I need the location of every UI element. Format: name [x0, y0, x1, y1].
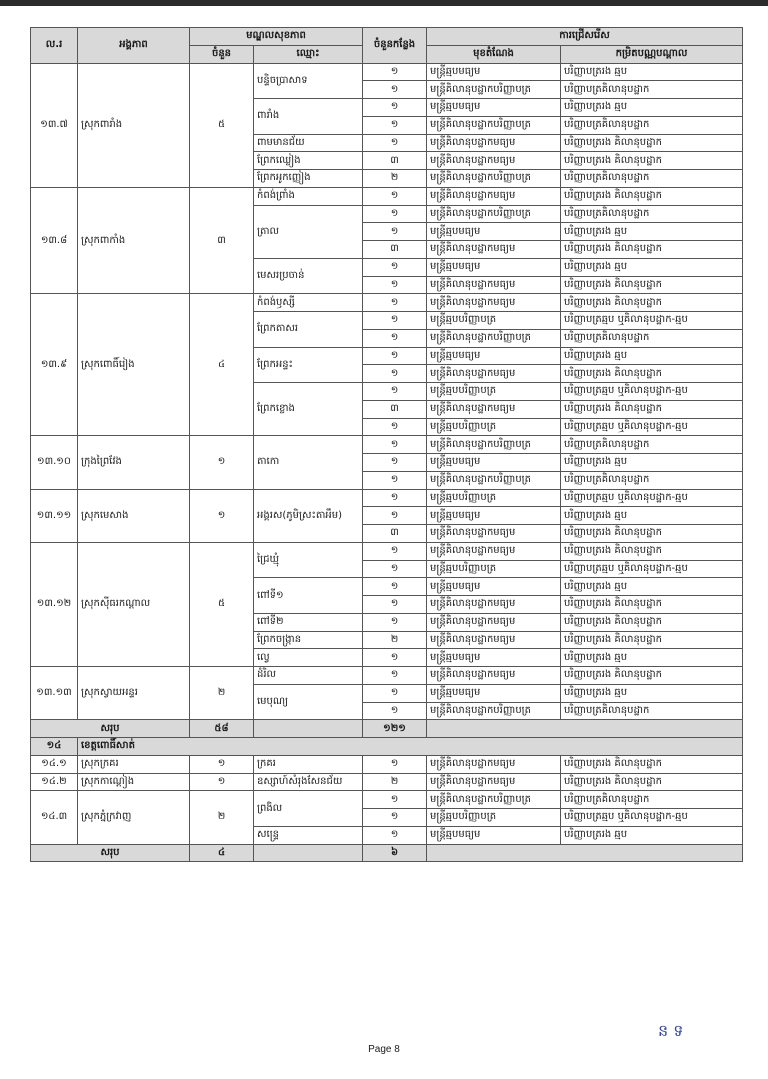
district-number: ១៣.៨: [31, 187, 78, 294]
job-title: មន្ត្រីគិលានុបដ្ឋាកមធ្យម: [427, 613, 561, 631]
health-center-name: ក្រគរ: [254, 755, 363, 773]
education-level: បរិញ្ញាបត្ររង គិលានុបដ្ឋាក: [561, 613, 743, 631]
job-title: មន្ត្រីគិលានុបដ្ឋាកមធ្យម: [427, 365, 561, 383]
health-center-name: តាកោ: [254, 436, 363, 489]
job-title: មន្ត្រីឆ្មបមធ្យម: [427, 507, 561, 525]
district-number: ១៤.៣: [31, 791, 78, 844]
education-level: បរិញ្ញាបត្ររង ឆ្មប: [561, 454, 743, 472]
education-level: បរិញ្ញាបត្ររង គិលានុបដ្ឋាក: [561, 134, 743, 152]
subtotal-label: សរុប: [31, 720, 190, 738]
position-count: ១: [363, 258, 427, 276]
education-level: បរិញ្ញាបត្រឆ្មប ឬគិលានុបដ្ឋាក-ឆ្មប: [561, 560, 743, 578]
education-level: បរិញ្ញាបត្ររង គិលានុបដ្ឋាក: [561, 525, 743, 543]
education-level: បរិញ្ញាបត្ររង ឆ្មប: [561, 223, 743, 241]
header-row-1: [31, 28, 743, 46]
district-number: ១៣.១១: [31, 489, 78, 542]
job-title: មន្ត្រីគិលានុបដ្ឋាកមធ្យម: [427, 542, 561, 560]
education-level: បរិញ្ញាបត្រគិលានុបដ្ឋាក: [561, 116, 743, 134]
position-count: ១: [363, 809, 427, 827]
job-title: មន្ត្រីគិលានុបដ្ឋាកបរិញ្ញាបត្រ: [427, 329, 561, 347]
health-center-name: មេសរប្រចាន់: [254, 258, 363, 294]
district-name: ស្រុកក្រគរ: [78, 755, 190, 773]
health-center-name: មេបុណ្យ: [254, 684, 363, 720]
education-level: បរិញ្ញាបត្ររង ឆ្មប: [561, 578, 743, 596]
job-title: មន្ត្រីឆ្មបមធ្យម: [427, 684, 561, 702]
position-count: ១: [363, 702, 427, 720]
position-count: ១: [363, 294, 427, 312]
subtotal-count: ៤: [190, 844, 254, 862]
district-number: ១៣.៩: [31, 294, 78, 436]
job-title: មន្ត្រីគិលានុបដ្ឋាកបរិញ្ញាបត្រ: [427, 170, 561, 188]
position-count: ១: [363, 649, 427, 667]
health-center-name: ល្វេ: [254, 649, 363, 667]
job-title: មន្ត្រីឆ្មបមធ្យម: [427, 258, 561, 276]
position-count: ១: [363, 383, 427, 401]
health-center-count: ១: [190, 755, 254, 773]
education-level: បរិញ្ញាបត្ររង គិលានុបដ្ឋាក: [561, 596, 743, 614]
education-level: បរិញ្ញាបត្រគិលានុបដ្ឋាក: [561, 791, 743, 809]
position-count: ១: [363, 542, 427, 560]
education-level: បរិញ្ញាបត្រឆ្មប ឬគិលានុបដ្ឋាក-ឆ្មប: [561, 489, 743, 507]
header-selection: ការជ្រើសរើស: [427, 28, 743, 46]
position-count: ៣: [363, 152, 427, 170]
education-level: បរិញ្ញាបត្ររង គិលានុបដ្ឋាក: [561, 542, 743, 560]
district-name: ស្រុកពារាំង: [78, 63, 190, 187]
position-count: ១: [363, 116, 427, 134]
education-level: បរិញ្ញាបត្រគិលានុបដ្ឋាក: [561, 205, 743, 223]
header-level: កម្រិតបណ្ណបណ្ដាល: [561, 45, 743, 63]
table-row: [31, 791, 743, 809]
position-count: ៣: [363, 525, 427, 543]
header-health-center: មណ្ឌលសុខភាព: [190, 28, 363, 46]
job-title: មន្ត្រីគិលានុបដ្ឋាកបរិញ្ញាបត្រ: [427, 205, 561, 223]
education-level: បរិញ្ញាបត្រគិលានុបដ្ឋាក: [561, 702, 743, 720]
education-level: បរិញ្ញាបត្រគិលានុបដ្ឋាក: [561, 329, 743, 347]
position-count: ១: [363, 418, 427, 436]
job-title: មន្ត្រីគិលានុបដ្ឋាកមធ្យម: [427, 294, 561, 312]
education-level: បរិញ្ញាបត្ររង គិលានុបដ្ឋាក: [561, 294, 743, 312]
health-center-name: បន្ទិចប្រាសាទ: [254, 63, 363, 99]
health-center-count: ៣: [190, 187, 254, 294]
health-center-count: ១: [190, 489, 254, 542]
job-title: មន្ត្រីគិលានុបដ្ឋាកមធ្យម: [427, 187, 561, 205]
page-number: Page 8: [368, 1044, 400, 1055]
position-count: ១: [363, 63, 427, 81]
job-title: មន្ត្រីឆ្មបបរិញ្ញាបត្រ: [427, 489, 561, 507]
subtotal-row: [31, 844, 743, 862]
education-level: បរិញ្ញាបត្ររង គិលានុបដ្ឋាក: [561, 631, 743, 649]
education-level: បរិញ្ញាបត្ររង ឆ្មប: [561, 684, 743, 702]
table-row: [31, 755, 743, 773]
header-positions: ចំនួនកន្លែង: [363, 28, 427, 64]
job-title: មន្ត្រីឆ្មបបរិញ្ញាបត្រ: [427, 312, 561, 330]
job-title: មន្ត្រីគិលានុបដ្ឋាកមធ្យម: [427, 400, 561, 418]
position-count: ១: [363, 613, 427, 631]
education-level: បរិញ្ញាបត្ររង គិលានុបដ្ឋាក: [561, 276, 743, 294]
job-title: មន្ត្រីឆ្មបមធ្យម: [427, 454, 561, 472]
job-title: មន្ត្រីគិលានុបដ្ឋាកមធ្យម: [427, 276, 561, 294]
job-title: មន្ត្រីឆ្មបមធ្យម: [427, 578, 561, 596]
health-center-name: ដំរិល: [254, 667, 363, 685]
education-level: បរិញ្ញាបត្ររង ឆ្មប: [561, 99, 743, 117]
district-number: ១៣.១០: [31, 436, 78, 489]
position-count: ១: [363, 596, 427, 614]
district-name: ស្រុកភ្នំក្រវាញ: [78, 791, 190, 844]
health-center-name: ព្រែកអន្ទះ: [254, 347, 363, 383]
job-title: មន្ត្រីឆ្មបបរិញ្ញាបត្រ: [427, 560, 561, 578]
health-center-name: ពារាំង: [254, 99, 363, 135]
job-title: មន្ត្រីឆ្មបបរិញ្ញាបត្រ: [427, 383, 561, 401]
district-number: ១៣.១៣: [31, 667, 78, 720]
table-row: [31, 542, 743, 560]
job-title: មន្ត្រីគិលានុបដ្ឋាកបរិញ្ញាបត្រ: [427, 702, 561, 720]
job-title: មន្ត្រីឆ្មបមធ្យម: [427, 649, 561, 667]
district-name: ស្រុកមេសាង: [78, 489, 190, 542]
subtotal-row: [31, 720, 743, 738]
education-level: បរិញ្ញាបត្ររង គិលានុបដ្ឋាក: [561, 152, 743, 170]
job-title: មន្ត្រីគិលានុបដ្ឋាកមធ្យម: [427, 525, 561, 543]
health-center-name: ត្រាល: [254, 205, 363, 258]
education-level: បរិញ្ញាបត្ររង ឆ្មប: [561, 347, 743, 365]
health-center-name: អង្គរស(ភូមិស្រះតាអឹម): [254, 489, 363, 542]
education-level: បរិញ្ញាបត្ររង គិលានុបដ្ឋាក: [561, 365, 743, 383]
table-row: [31, 436, 743, 454]
table-row: [31, 667, 743, 685]
table-row: [31, 489, 743, 507]
empty-cell: [427, 844, 743, 862]
education-level: បរិញ្ញាបត្រឆ្មប ឬគិលានុបដ្ឋាក-ឆ្មប: [561, 809, 743, 827]
job-title: មន្ត្រីគិលានុបដ្ឋាកមធ្យម: [427, 755, 561, 773]
position-count: ១: [363, 489, 427, 507]
health-center-name: ពាមមានជ័យ: [254, 134, 363, 152]
health-center-name: កំពង់ព្រាំង: [254, 187, 363, 205]
position-count: ១: [363, 684, 427, 702]
position-count: ១: [363, 471, 427, 489]
position-count: ២: [363, 170, 427, 188]
district-name: ស្រុកកាណ្ដៀង: [78, 773, 190, 791]
job-title: មន្ត្រីឆ្មបបរិញ្ញាបត្រ: [427, 809, 561, 827]
health-center-count: ២: [190, 791, 254, 844]
empty-cell: [427, 720, 743, 738]
position-count: ១: [363, 667, 427, 685]
position-count: ១: [363, 276, 427, 294]
header-no: ល.រ: [31, 28, 78, 64]
education-level: បរិញ្ញាបត្រគិលានុបដ្ឋាក: [561, 170, 743, 188]
job-title: មន្ត្រីគិលានុបដ្ឋាកមធ្យម: [427, 631, 561, 649]
position-count: ១: [363, 578, 427, 596]
position-count: ២: [363, 773, 427, 791]
position-count: ១: [363, 223, 427, 241]
header-unit: អង្គភាព: [78, 28, 190, 64]
empty-cell: [254, 844, 363, 862]
empty-cell: [254, 720, 363, 738]
health-center-name: ព្រែកចង្ក្រាន: [254, 631, 363, 649]
subtotal-positions: ៦: [363, 844, 427, 862]
education-level: បរិញ្ញាបត្រឆ្មប ឬគិលានុបដ្ឋាក-ឆ្មប: [561, 383, 743, 401]
position-count: ១: [363, 826, 427, 844]
health-center-name: ព្រែកឈ្លៀង: [254, 152, 363, 170]
education-level: បរិញ្ញាបត្ររង គិលានុបដ្ឋាក: [561, 241, 743, 259]
header-count: ចំនួន: [190, 45, 254, 63]
job-title: មន្ត្រីឆ្មបមធ្យម: [427, 223, 561, 241]
job-title: មន្ត្រីគិលានុបដ្ឋាកបរិញ្ញាបត្រ: [427, 81, 561, 99]
health-center-count: ៥: [190, 542, 254, 666]
position-count: ២: [363, 631, 427, 649]
position-count: ៣: [363, 400, 427, 418]
table-row: [31, 63, 743, 81]
job-title: មន្ត្រីឆ្មបមធ្យម: [427, 63, 561, 81]
education-level: បរិញ្ញាបត្ររង គិលានុបដ្ឋាក: [561, 667, 743, 685]
education-level: បរិញ្ញាបត្ររង គិលានុបដ្ឋាក: [561, 773, 743, 791]
job-title: មន្ត្រីគិលានុបដ្ឋាកបរិញ្ញាបត្រ: [427, 791, 561, 809]
job-title: មន្ត្រីគិលានុបដ្ឋាកមធ្យម: [427, 241, 561, 259]
province-row: [31, 738, 743, 756]
position-count: ៣: [363, 241, 427, 259]
position-count: ១: [363, 347, 427, 365]
job-title: មន្ត្រីគិលានុបដ្ឋាកមធ្យម: [427, 773, 561, 791]
position-count: ១: [363, 791, 427, 809]
position-count: ១: [363, 187, 427, 205]
position-count: ១: [363, 205, 427, 223]
health-center-name: ជ្រៃឃ្មុំ: [254, 542, 363, 578]
job-title: មន្ត្រីគិលានុបដ្ឋាកមធ្យម: [427, 134, 561, 152]
table-row: [31, 773, 743, 791]
health-center-count: ៤: [190, 294, 254, 436]
district-number: ១៤.១: [31, 755, 78, 773]
job-title: មន្ត្រីឆ្មបមធ្យម: [427, 826, 561, 844]
health-center-name: ឧស្សាហ៍សំរុងសែនជ័យ: [254, 773, 363, 791]
health-center-name: ពៅទី២: [254, 613, 363, 631]
health-center-name: ព្រែកអូកញ្ញៀង: [254, 170, 363, 188]
job-title: មន្ត្រីគិលានុបដ្ឋាកបរិញ្ញាបត្រ: [427, 471, 561, 489]
district-name: ស្រុកពាកាំង: [78, 187, 190, 294]
job-title: មន្ត្រីគិលានុបដ្ឋាកមធ្យម: [427, 596, 561, 614]
job-title: មន្ត្រីឆ្មបបរិញ្ញាបត្រ: [427, 418, 561, 436]
education-level: បរិញ្ញាបត្ររង គិលានុបដ្ឋាក: [561, 755, 743, 773]
health-center-name: ព្រែកខ្លោង: [254, 383, 363, 436]
position-count: ១: [363, 134, 427, 152]
handwritten-signature: ន ទ: [658, 1021, 684, 1040]
health-center-count: ២: [190, 667, 254, 720]
education-level: បរិញ្ញាបត្រគិលានុបដ្ឋាក: [561, 81, 743, 99]
subtotal-count: ៥៨: [190, 720, 254, 738]
district-number: ១៤.២: [31, 773, 78, 791]
position-count: ១: [363, 81, 427, 99]
education-level: បរិញ្ញាបត្រគិលានុបដ្ឋាក: [561, 436, 743, 454]
job-title: មន្ត្រីឆ្មបមធ្យម: [427, 99, 561, 117]
education-level: បរិញ្ញាបត្ររង ឆ្មប: [561, 63, 743, 81]
health-center-name: ព្រែកតាសរ: [254, 312, 363, 348]
health-center-name: ពៅទី១: [254, 578, 363, 614]
header-name: ឈ្មោះ: [254, 45, 363, 63]
health-center-count: ១: [190, 436, 254, 489]
position-count: ១: [363, 365, 427, 383]
district-name: ក្រុងព្រៃវែង: [78, 436, 190, 489]
education-level: បរិញ្ញាបត្ររង គិលានុបដ្ឋាក: [561, 187, 743, 205]
position-count: ១: [363, 436, 427, 454]
education-level: បរិញ្ញាបត្រឆ្មប ឬគិលានុបដ្ឋាក-ឆ្មប: [561, 312, 743, 330]
health-center-name: កំពង់ឫស្សី: [254, 294, 363, 312]
position-count: ១: [363, 507, 427, 525]
position-count: ១: [363, 329, 427, 347]
district-name: ស្រុកស៊ីធរកណ្ដាល: [78, 542, 190, 666]
job-title: មន្ត្រីគិលានុបដ្ឋាកមធ្យម: [427, 667, 561, 685]
health-center-name: សន្ទ្រេ: [254, 826, 363, 844]
position-count: ១: [363, 755, 427, 773]
education-level: បរិញ្ញាបត្រឆ្មប ឬគិលានុបដ្ឋាក-ឆ្មប: [561, 418, 743, 436]
position-count: ១: [363, 454, 427, 472]
district-name: ស្រុកស្វាយអន្ទរ: [78, 667, 190, 720]
health-center-count: ៥: [190, 63, 254, 187]
job-title: មន្ត្រីគិលានុបដ្ឋាកមធ្យម: [427, 152, 561, 170]
district-name: ស្រុកពោធិ៍រៀង: [78, 294, 190, 436]
district-number: ១៣.៧: [31, 63, 78, 187]
job-title: មន្ត្រីគិលានុបដ្ឋាកបរិញ្ញាបត្រ: [427, 116, 561, 134]
position-count: ១: [363, 99, 427, 117]
education-level: បរិញ្ញាបត្ររង ឆ្មប: [561, 507, 743, 525]
education-level: បរិញ្ញាបត្រគិលានុបដ្ឋាក: [561, 471, 743, 489]
scan-top-edge: [0, 0, 768, 6]
province-number: ១៤: [31, 738, 78, 756]
job-title: មន្ត្រីឆ្មបមធ្យម: [427, 347, 561, 365]
education-level: បរិញ្ញាបត្ររង គិលានុបដ្ឋាក: [561, 400, 743, 418]
table-row: [31, 294, 743, 312]
position-count: ១: [363, 560, 427, 578]
position-count: ១: [363, 312, 427, 330]
district-number: ១៣.១២: [31, 542, 78, 666]
health-center-name: ព្រងិល: [254, 791, 363, 827]
subtotal-label: សរុប: [31, 844, 190, 862]
header-job: មុខតំណែង: [427, 45, 561, 63]
recruitment-table: [30, 27, 743, 862]
province-name: ខេត្តពោធិ៍សាត់: [78, 738, 743, 756]
education-level: បរិញ្ញាបត្ររង ឆ្មប: [561, 258, 743, 276]
education-level: បរិញ្ញាបត្ររង ឆ្មប: [561, 826, 743, 844]
education-level: បរិញ្ញាបត្ររង ឆ្មប: [561, 649, 743, 667]
subtotal-positions: ១២១: [363, 720, 427, 738]
job-title: មន្ត្រីគិលានុបដ្ឋាកបរិញ្ញាបត្រ: [427, 436, 561, 454]
table-row: [31, 187, 743, 205]
health-center-count: ១: [190, 773, 254, 791]
